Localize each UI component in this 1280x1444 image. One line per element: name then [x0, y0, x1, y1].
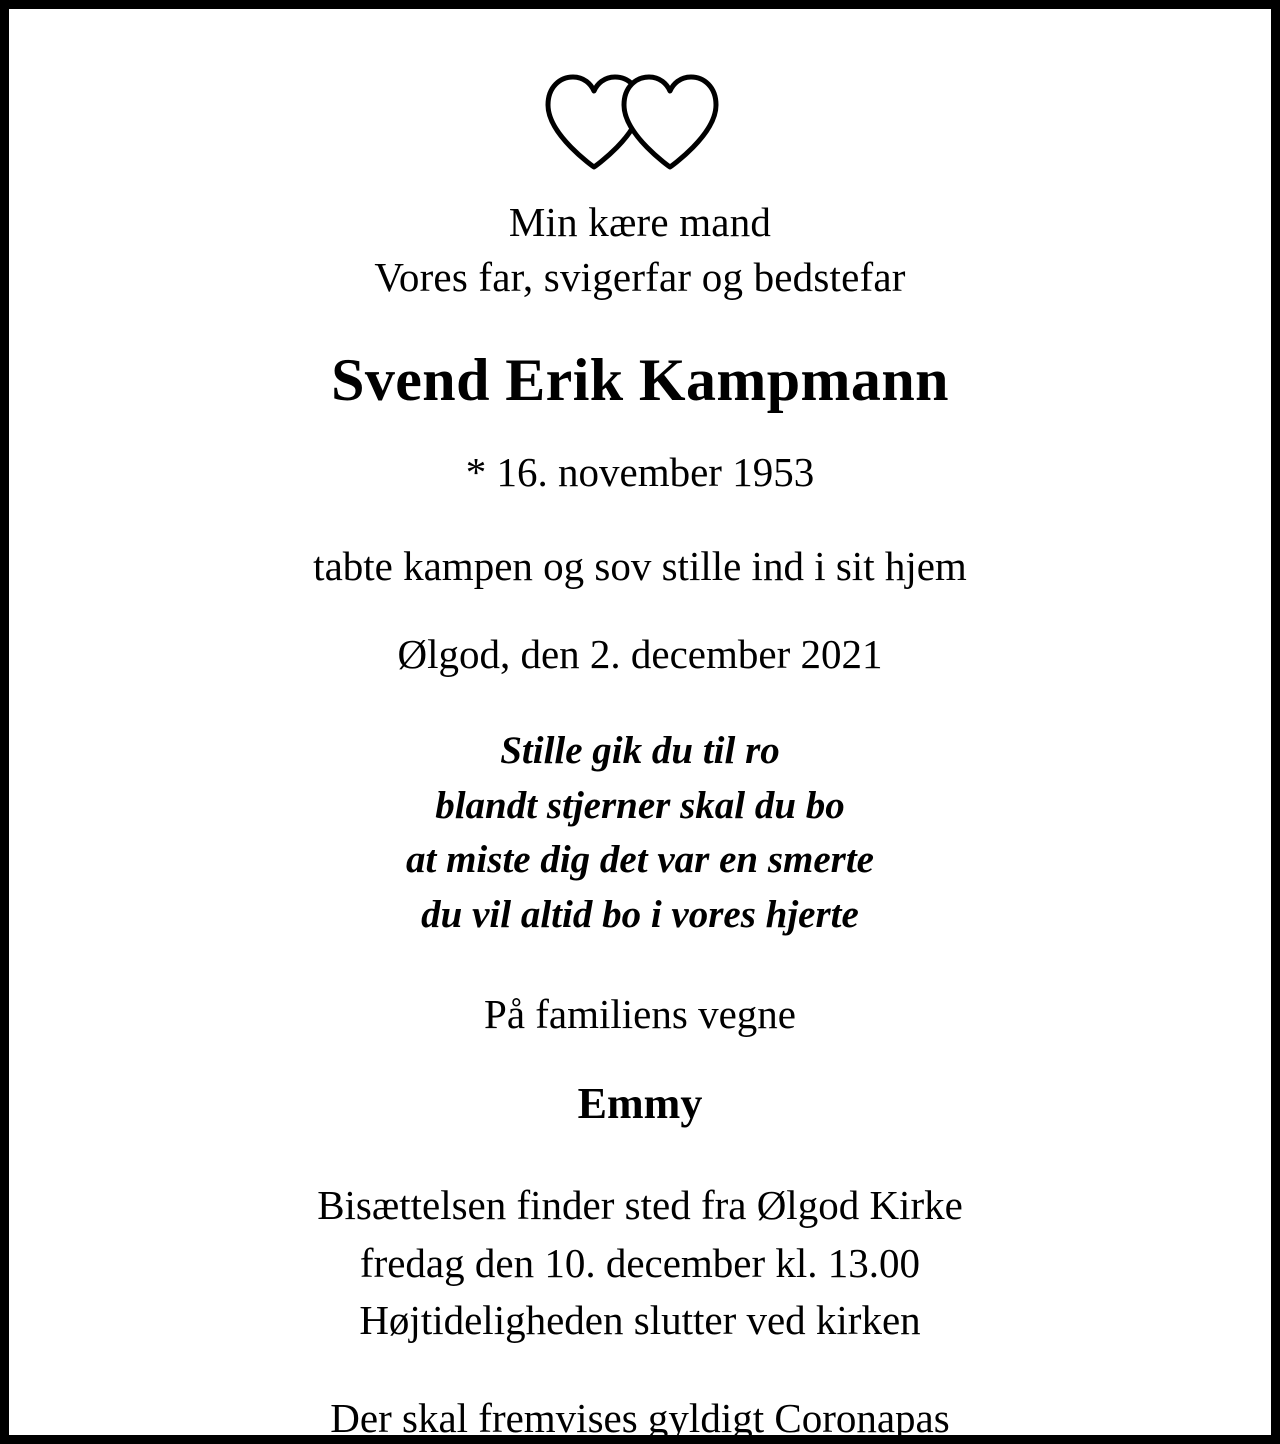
ceremony-block — [317, 1177, 963, 1349]
on-behalf-text: På familiens vegne — [484, 991, 796, 1038]
poem-line-3: at miste dig det var en smerte — [406, 838, 874, 882]
relation-block — [374, 195, 905, 304]
poem-line-2: blandt stjerner skal du bo — [435, 783, 845, 827]
birth-date: * 16. november 1953 — [465, 449, 815, 496]
signature-name: Emmy — [577, 1079, 703, 1129]
ceremony-line-3: Højtideligheden slutter ved kirken — [359, 1297, 921, 1344]
passing-text: tabte kampen og sov stille ind i sit hjem — [313, 543, 967, 590]
poem-block — [406, 724, 874, 942]
place-and-date: Ølgod, den 2. december 2021 — [397, 631, 883, 678]
corona-note: Der skal fremvises gyldigt Coronapas — [330, 1394, 950, 1441]
poem-line-4: du vil altid bo i vores hjerte — [421, 892, 859, 936]
deceased-name: Svend Erik Kampmann — [331, 347, 949, 414]
relation-line-2: Vores far, svigerfar og bedstefar — [374, 253, 906, 300]
relation-line-1: Min kære mand — [508, 199, 772, 245]
ceremony-line-1: Bisættelsen finder sted fra Ølgod Kirke — [317, 1182, 963, 1229]
ceremony-line-2: fredag den 10. december kl. 13.00 — [359, 1239, 921, 1286]
double-hearts-icon — [540, 63, 740, 173]
poem-line-1: Stille gik du til ro — [500, 729, 780, 773]
